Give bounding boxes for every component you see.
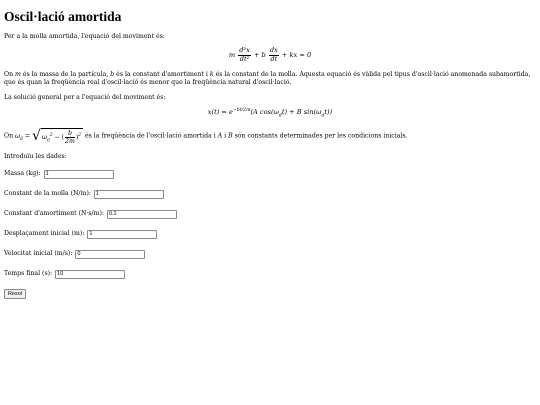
field-initial-displacement [4,229,536,239]
general-solution-text: La solució general per a l'equació del moviment és: [4,93,166,101]
initial-displacement-input[interactable] [87,230,157,239]
omega-d-symbol [15,133,23,140]
field-mass [4,169,536,179]
input-prompt: Introduïu les dades: [4,153,67,161]
eq1-second-derivative [238,47,251,63]
eq1-rest: + kx = 0 [281,51,312,60]
const-b: B [228,132,233,140]
field-final-time [4,269,536,279]
omega0-sym: ω [41,133,47,141]
omega-post: és la freqüència de l'oscil·lació amortida i [85,132,216,140]
desc-1: és la massa de la partícula, [22,71,109,79]
damping-constant-label: Constant d'amortiment (N·s/m): [4,210,104,218]
omega-sqrt [32,127,83,145]
mass-label: Massa (kg): [4,170,41,178]
eq2-sub-d2: d [321,113,325,119]
const-a: A [217,132,223,140]
omega-and: i [224,132,227,140]
eq1-m: m [228,51,236,60]
omega-definition [4,127,536,145]
omega0-sup: 2 [49,132,53,138]
frac-b: b [65,130,75,138]
desc-3: és la constant de la molla. Aquesta equació és vàlida pel tipus d'oscil·lació anomenada subamortida, que és quan la freqüència real d'oscil·lació és menor que la freqüència natural d'oscil·lació. [4,71,531,87]
frac-squared: 2 [78,132,82,138]
equation-of-motion [4,47,536,63]
omega-end: són constants determinades per les condicions inicials. [234,132,408,140]
final-time-input[interactable] [55,270,125,279]
sqrt-icon: √ [31,128,41,145]
sqrt-body: $\omega_0^2$ − ( $\frac{b}{2m}$ )$^2$ [41,129,82,145]
omega-sub: d [20,136,23,142]
mass-input[interactable] [44,170,114,179]
omega-sym: ω [15,132,21,140]
field-initial-velocity [4,249,536,259]
final-time-label: Temps final (s): [4,270,53,278]
eq2-exponent: −bt/2m [232,107,251,113]
eq1-d2x: d²x [239,46,250,55]
eq1-plus-b: + b [253,51,266,60]
eq2-lhs: x(t) = e [207,107,233,116]
desc-k: k [209,71,214,79]
spring-constant-input[interactable] [94,190,164,199]
omega-minus: − [54,133,60,141]
field-spring-constant [4,189,536,199]
eq2-end: t)) [324,107,333,116]
eq1-dx: dx [269,46,278,55]
b-over-2m [65,130,75,145]
eq1-first-derivative [269,47,279,63]
frac-2m: 2m [65,137,75,145]
field-damping-constant [4,209,536,219]
omega-pre: On [4,132,14,140]
page-title: Oscil·lació amortida [4,9,122,24]
initial-velocity-label: Velocitat inicial (m/s): [4,250,73,258]
eq1-dt: dt [270,54,278,63]
spring-constant-label: Constant de la molla (N/m): [4,190,91,198]
eq2-mid: t) + B sin(ω [281,107,322,116]
desc-b: b [110,71,115,79]
eq2-sub-d1: d [278,113,282,119]
intro-text: Per a la molla amortida, l'equació del moviment és: [4,33,165,41]
description-text [4,71,536,87]
desc-2: és la constant d'amortiment i [116,71,208,79]
initial-velocity-input[interactable] [75,250,145,259]
omega0-sub: 0 [46,137,50,143]
desc-m: m [15,71,21,79]
omega-eq: = [24,132,31,140]
general-solution-equation [4,108,536,120]
initial-displacement-label: Desplaçament inicial (m): [4,230,85,238]
solve-button[interactable]: Resol [4,289,26,299]
desc-pre: On [4,71,14,79]
eq2-rhs: (A cos(ω [250,107,279,116]
damping-constant-input[interactable] [107,210,177,219]
eq1-dt2: dt² [239,54,250,63]
